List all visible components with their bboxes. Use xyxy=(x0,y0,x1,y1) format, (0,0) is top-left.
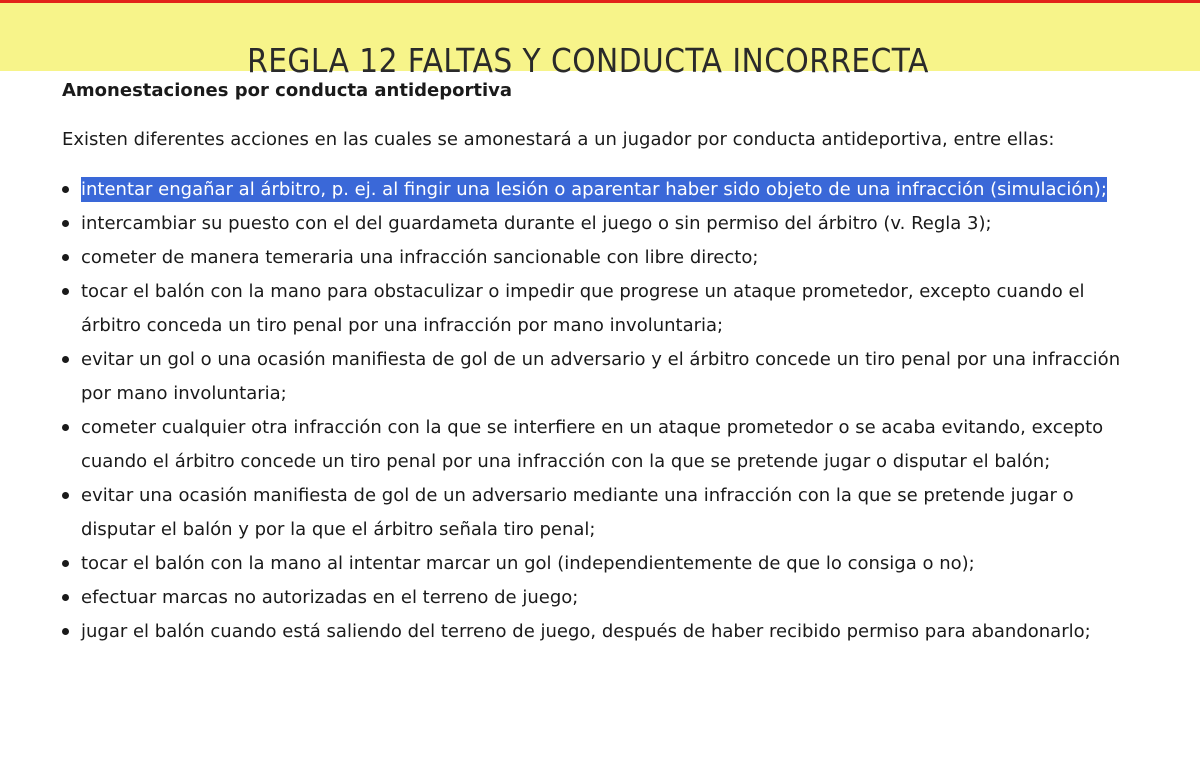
page-title: REGLA 12 FALTAS Y CONDUCTA INCORRECTA xyxy=(247,41,929,81)
intro-paragraph: Existen diferentes acciones en las cuales se amonestará a un jugador por conducta antideportiva, entre ellas: xyxy=(62,129,1055,150)
rules-list xyxy=(62,173,1142,649)
list-item: cometer cualquier otra infracción con la que se interfiere en un ataque prometedor o se acaba evitando, excepto cuando el árbitro concede un tiro penal por una infracción con la que se pretende jugar o disputar el balón; xyxy=(62,411,1142,479)
list-item: tocar el balón con la mano al intentar marcar un gol (independientemente de que lo consiga o no); xyxy=(62,547,1142,581)
list-item: tocar el balón con la mano para obstaculizar o impedir que progrese un ataque prometedor, excepto cuando el árbitro conceda un tiro penal por una infracción por mano involuntaria; xyxy=(62,275,1142,343)
list-item xyxy=(62,173,1142,207)
list-item: intercambiar su puesto con el del guardameta durante el juego o sin permiso del árbitro (v. Regla 3); xyxy=(62,207,1142,241)
list-item: evitar un gol o una ocasión manifiesta de gol de un adversario y el árbitro concede un tiro penal por una infracción por mano involuntaria; xyxy=(62,343,1142,411)
section-heading: Amonestaciones por conducta antideportiva xyxy=(62,80,512,101)
list-item: efectuar marcas no autorizadas en el terreno de juego; xyxy=(62,581,1142,615)
selected-text[interactable]: intentar engañar al árbitro, p. ej. al fingir una lesión o aparentar haber sido objeto de una infracción (simulación); xyxy=(81,179,1107,200)
list-item: evitar una ocasión manifiesta de gol de un adversario mediante una infracción con la que se pretende jugar o disputar el balón y por la que el árbitro señala tiro penal; xyxy=(62,479,1142,547)
list-item: jugar el balón cuando está saliendo del terreno de juego, después de haber recibido permiso para abandonarlo; xyxy=(62,615,1142,649)
list-item: cometer de manera temeraria una infracción sancionable con libre directo; xyxy=(62,241,1142,275)
article-content xyxy=(62,78,1142,649)
